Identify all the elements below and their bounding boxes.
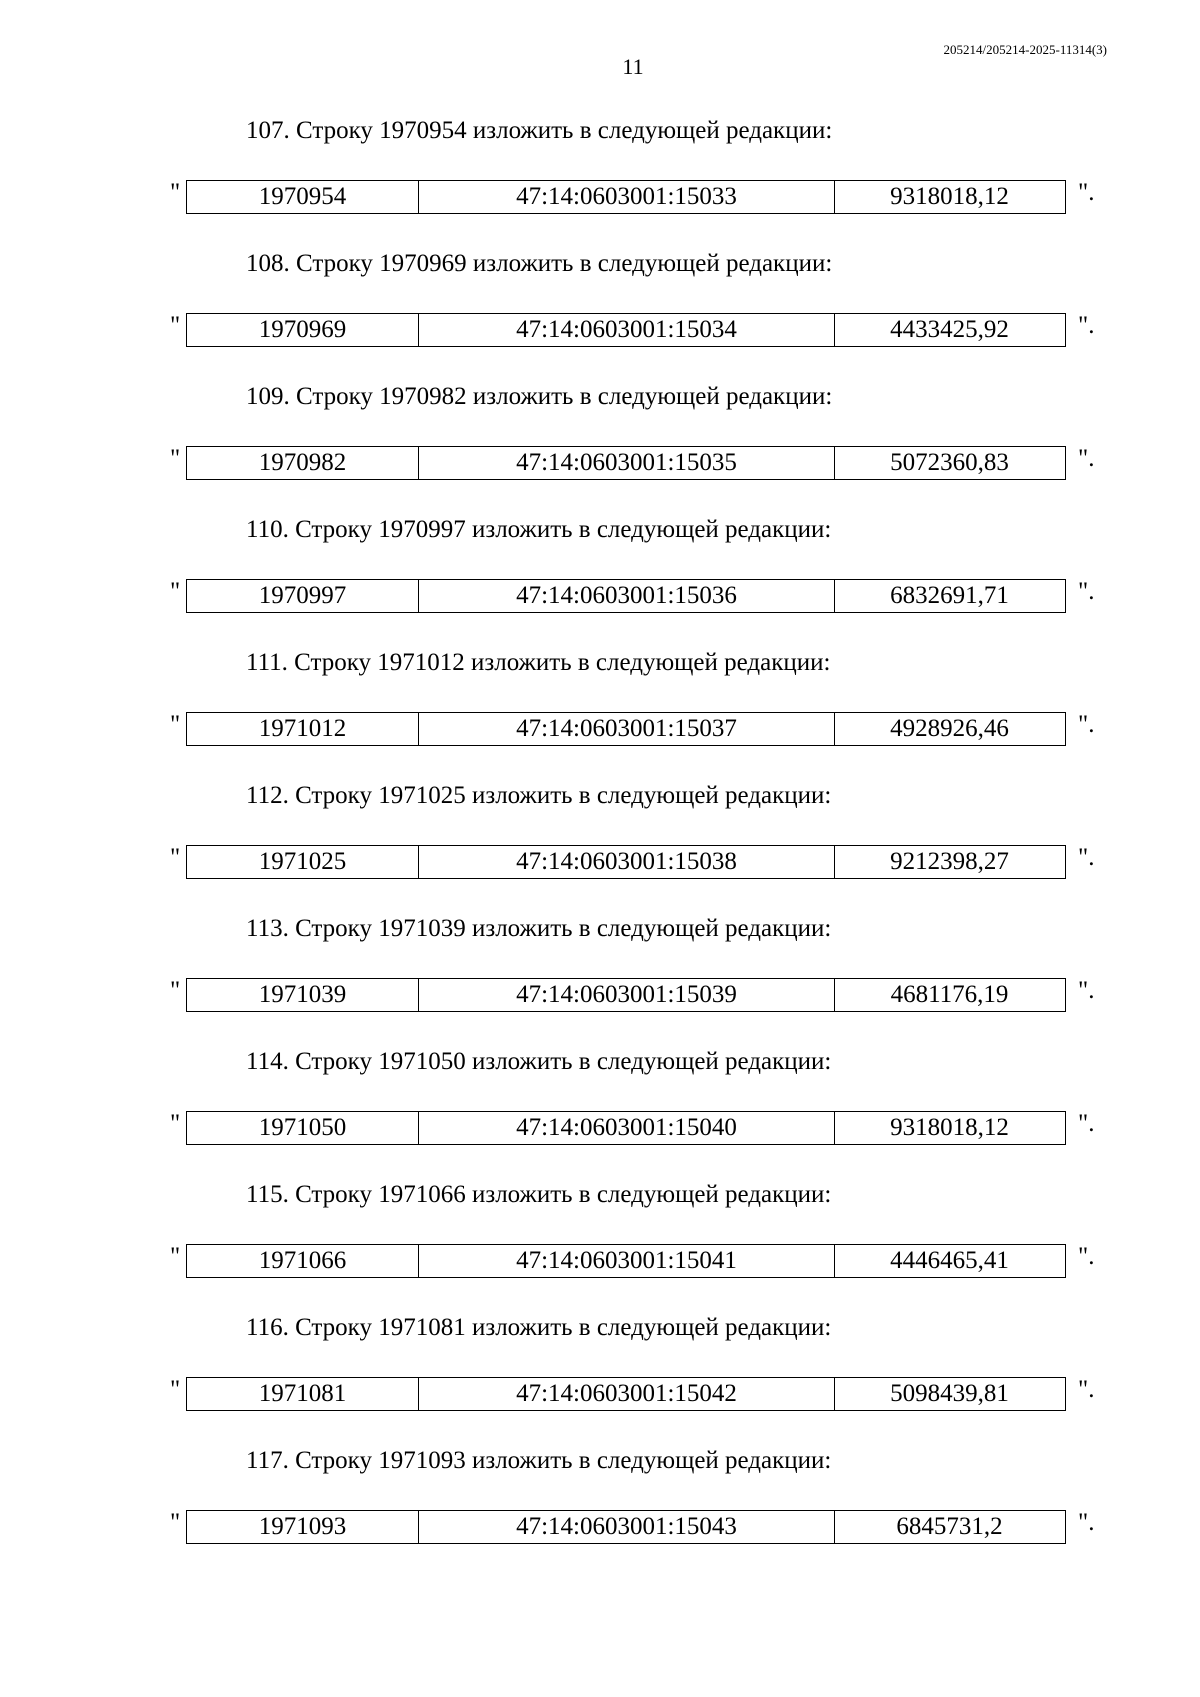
row-number-cell: 1970982	[187, 447, 419, 479]
cadastral-number-cell: 47:14:0603001:15036	[419, 580, 835, 612]
cadastral-number-cell: 47:14:0603001:15035	[419, 447, 835, 479]
value-cell: 6832691,71	[890, 582, 1009, 609]
value-cell: 9212398,27	[890, 848, 1009, 875]
closing-quote: ".	[1078, 179, 1095, 206]
value-cell: 5098439,81	[890, 1380, 1009, 1407]
value-cell: 6845731,2	[896, 1513, 1003, 1540]
amendment-instruction: 112. Строку 1971025 изложить в следующей редакции:	[246, 782, 832, 809]
amendment-item	[0, 1043, 1200, 1176]
closing-quote: ".	[1078, 445, 1095, 472]
amendment-item	[0, 511, 1200, 644]
opening-quote: "	[170, 179, 181, 206]
row-table	[186, 579, 1066, 613]
opening-quote: "	[170, 1110, 181, 1137]
closing-quote: ".	[1078, 1243, 1095, 1270]
closing-quote: ".	[1078, 1509, 1095, 1536]
closing-quote: ".	[1078, 977, 1095, 1004]
closing-quote: ".	[1078, 1110, 1095, 1137]
cadastral-number-cell: 47:14:0603001:15033	[419, 181, 835, 213]
cadastral-number-cell: 47:14:0603001:15034	[419, 314, 835, 346]
opening-quote: "	[170, 1243, 181, 1270]
amendment-instruction: 110. Строку 1970997 изложить в следующей редакции:	[246, 516, 832, 543]
row-number-cell: 1971081	[187, 1378, 419, 1410]
row-number-cell: 1971066	[187, 1245, 419, 1277]
closing-quote: ".	[1078, 844, 1095, 871]
row-table	[186, 1244, 1066, 1278]
value-cell: 9318018,12	[890, 183, 1009, 210]
amendment-item	[0, 910, 1200, 1043]
amendment-instruction: 117. Строку 1971093 изложить в следующей редакции:	[246, 1447, 832, 1474]
cadastral-number-cell: 47:14:0603001:15039	[419, 979, 835, 1011]
amendment-item	[0, 1176, 1200, 1309]
closing-quote: ".	[1078, 711, 1095, 738]
row-table	[186, 446, 1066, 480]
opening-quote: "	[170, 977, 181, 1004]
amendment-instruction: 114. Строку 1971050 изложить в следующей редакции:	[246, 1048, 832, 1075]
value-cell: 4433425,92	[890, 316, 1009, 343]
amendment-item	[0, 112, 1200, 245]
opening-quote: "	[170, 578, 181, 605]
opening-quote: "	[170, 844, 181, 871]
row-number-cell: 1971093	[187, 1511, 419, 1543]
amendment-item	[0, 378, 1200, 511]
cadastral-number-cell: 47:14:0603001:15037	[419, 713, 835, 745]
row-table	[186, 180, 1066, 214]
cadastral-number-cell: 47:14:0603001:15040	[419, 1112, 835, 1144]
cadastral-number-cell: 47:14:0603001:15042	[419, 1378, 835, 1410]
closing-quote: ".	[1078, 1376, 1095, 1403]
value-cell: 4928926,46	[890, 715, 1009, 742]
amendment-instruction: 109. Строку 1970982 изложить в следующей редакции:	[246, 383, 833, 410]
row-table	[186, 1510, 1066, 1544]
value-cell: 5072360,83	[890, 449, 1009, 476]
page-number: 11	[622, 54, 644, 79]
value-cell: 4446465,41	[890, 1247, 1009, 1274]
row-number-cell: 1970997	[187, 580, 419, 612]
opening-quote: "	[170, 1509, 181, 1536]
cadastral-number-cell: 47:14:0603001:15043	[419, 1511, 835, 1543]
row-number-cell: 1970954	[187, 181, 419, 213]
opening-quote: "	[170, 445, 181, 472]
amendment-instruction: 115. Строку 1971066 изложить в следующей редакции:	[246, 1181, 832, 1208]
row-number-cell: 1970969	[187, 314, 419, 346]
amendment-instruction: 116. Строку 1971081 изложить в следующей редакции:	[246, 1314, 832, 1341]
opening-quote: "	[170, 1376, 181, 1403]
amendment-item	[0, 644, 1200, 777]
amendment-item	[0, 1309, 1200, 1442]
opening-quote: "	[170, 312, 181, 339]
row-table	[186, 1377, 1066, 1411]
row-number-cell: 1971012	[187, 713, 419, 745]
amendment-list	[0, 112, 1200, 1575]
cadastral-number-cell: 47:14:0603001:15038	[419, 846, 835, 878]
amendment-item	[0, 245, 1200, 378]
row-number-cell: 1971050	[187, 1112, 419, 1144]
cadastral-number-cell: 47:14:0603001:15041	[419, 1245, 835, 1277]
row-number-cell: 1971025	[187, 846, 419, 878]
document-id: 205214/205214-2025-11314(3)	[943, 42, 1107, 57]
row-table	[186, 1111, 1066, 1145]
value-cell: 9318018,12	[890, 1114, 1009, 1141]
value-cell: 4681176,19	[890, 981, 1009, 1008]
amendment-instruction: 107. Строку 1970954 изложить в следующей редакции:	[246, 117, 833, 144]
amendment-instruction: 113. Строку 1971039 изложить в следующей редакции:	[246, 915, 832, 942]
amendment-item	[0, 1442, 1200, 1575]
amendment-item	[0, 777, 1200, 910]
row-table	[186, 978, 1066, 1012]
amendment-instruction: 111. Строку 1971012 изложить в следующей редакции:	[246, 649, 831, 676]
row-table	[186, 313, 1066, 347]
amendment-instruction: 108. Строку 1970969 изложить в следующей редакции:	[246, 250, 833, 277]
row-number-cell: 1971039	[187, 979, 419, 1011]
opening-quote: "	[170, 711, 181, 738]
closing-quote: ".	[1078, 312, 1095, 339]
row-table	[186, 845, 1066, 879]
row-table	[186, 712, 1066, 746]
closing-quote: ".	[1078, 578, 1095, 605]
